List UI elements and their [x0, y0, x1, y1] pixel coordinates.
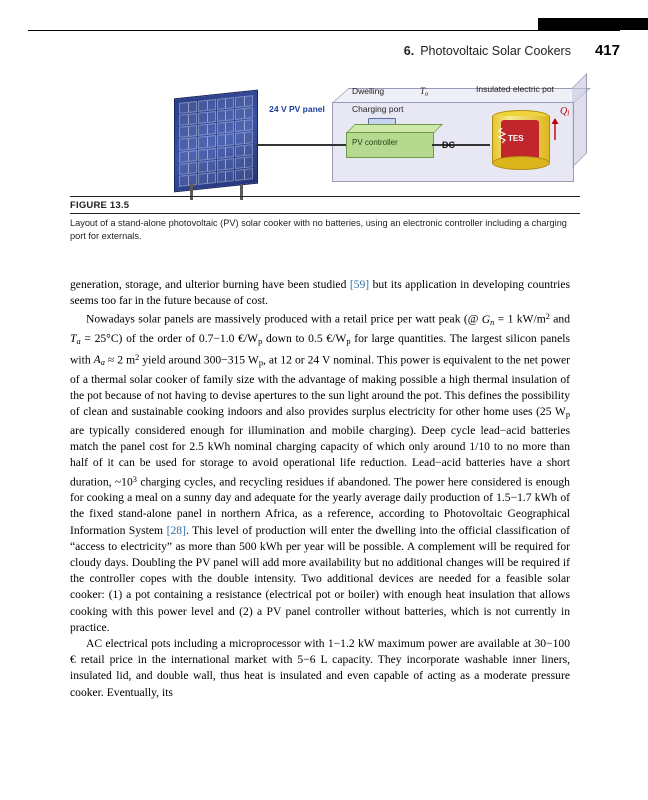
figure-caption: Layout of a stand-alone photovoltaic (PV) solar cooker with no batteries, using an electronic controller including a charging port for externals. [70, 218, 567, 241]
solar-panel-icon [174, 90, 258, 193]
pv-controller-label: PV controller [352, 138, 398, 147]
paragraph-1-part1: generation, storage, and ulterior burning have been studied [70, 278, 350, 291]
chapter-number: 6. [403, 44, 415, 58]
heat-flow-label: $Q_l$ [560, 106, 570, 118]
solar-cell-grid [179, 95, 253, 187]
pot-label: Insulated electric pot [476, 84, 554, 94]
panel-leg-left [190, 184, 193, 200]
ambient-temperature-label: $T_a$ [420, 86, 429, 98]
header-black-bar [538, 18, 648, 30]
tes-label: TES [508, 134, 524, 143]
pot-bottom [492, 156, 550, 170]
wire-panel-to-controller [256, 144, 348, 146]
figure-rule-top [70, 196, 580, 197]
paragraph-1-part2: but its application in developing countries seems too far in the future because of cost. [70, 278, 571, 308]
citation-59[interactable]: [59] [349, 278, 370, 291]
panel-label: 24 V PV panel [269, 104, 325, 114]
page-number: 417 [594, 42, 620, 59]
header-rule [28, 30, 620, 31]
figure-13-5 [70, 84, 580, 200]
paragraph-1 [70, 277, 570, 309]
resistor-icon [498, 128, 506, 146]
figure-rule-bottom [70, 213, 580, 214]
body-text [70, 277, 570, 701]
paragraph-3: AC electrical pots including a microprocessor with 1−1.2 kW maximum power are available at 30−100 € retail price in the international market with 5−6 L capacity. They incorporate washable inner liners, insulated lid, and double wall, thus heat is insulated and even capable of acting as a moderate pressure cooker. Eventually, its [70, 637, 570, 699]
paragraph-2: Nowadays solar panels are massively produced with a retail price per watt peak (@ $G_n = 1$ $kW/m^2$ and $T_a = 25^\circ C$) of the order of 0.7−1.0 $€/W_p$ down to 0.5 $€/W_p$ for large quantities. The largest silicon panels with $A_a \approx 2$ $m^2$ yield around 300−315 $W_p$, at 12 or 24 V nominal. This power is equivalent to the net power of a thermal solar cooker of family size with the advantage of making possible a high thermal insulation of the pot because of not having to devise apertures to the sun light around the pot. This defines the possibility of clean and sustainable cooking indoors and also provides surplus electricity for other home uses (25 $W_p$ are typically considered enough for illumination and mobile charging). Deep cycle lead−acid batteries match the panel cost for 2.5 kWh nominal charging capacity of which only around 1/10 to no more than half of it can be used for storage to avoid operational life reduction. Lead−acid batteries have a short duration, $\sim 10^3$ charging cycles, and recycling residues if abandoned. The power here considered is enough for cooking a meal on a sunny day and adequate for the yearly average daily production of 1.5−1.7 kWh of the fixed stand-alone panel in northern Africa, as a reference, according to Photovoltaic Geographical Information System [28]. This level of production will enter the dwelling into the official classification of “access to electricity” as more than 500 kWh per year will be possible. A complement will be required for cloudy days. Doubling the PV panel will add more availability but no additional changes will be required if the controller copes with the double intensity. Two additional devices are needed for a feasible solar cooker: (1) a pot containing a resistance (electrical pot or boiler) with enough heat insulation that allows cooking with this power level and (2) a PV panel controller without batteries, which is not currently in practice. [70, 312, 570, 634]
dwelling-label: Dwelling [352, 86, 385, 96]
dc-label: DC [442, 140, 455, 150]
charging-port-label: Charging port [352, 104, 404, 114]
heat-flow-arrow-icon [550, 118, 560, 140]
running-head [28, 42, 620, 64]
figure-artwork [120, 84, 630, 200]
dwelling-side-face [572, 73, 587, 168]
wire-controller-to-pot [432, 144, 490, 146]
citation-28[interactable]: [28] [166, 523, 186, 537]
panel-leg-right [240, 184, 243, 200]
figure-label: FIGURE 13.5 [70, 200, 130, 211]
chapter-title: Photovoltaic Solar Cookers [420, 44, 571, 58]
